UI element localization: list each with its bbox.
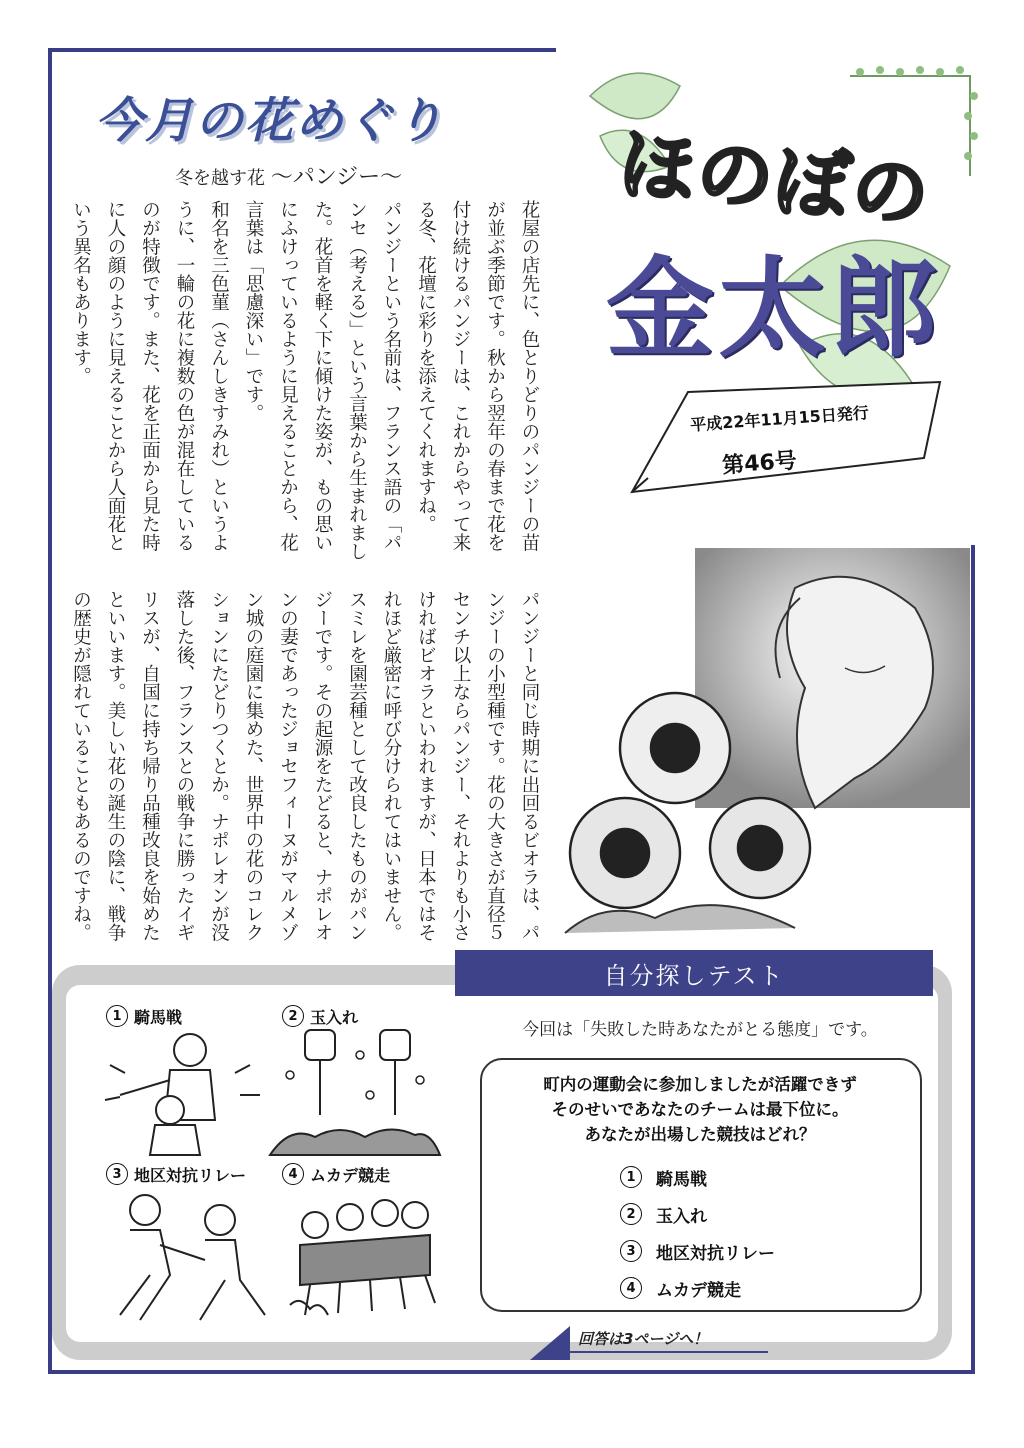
centipede-race-illustration: [280, 1185, 450, 1325]
article-text-top: [70, 200, 546, 562]
issue-date: 平成22年11月15日発行: [689, 403, 870, 435]
option-number: 3: [620, 1240, 642, 1262]
relay-race-illustration: [100, 1185, 270, 1325]
woman-with-pansies-illustration: [565, 548, 970, 933]
sport-name: 地区対抗リレー: [134, 1165, 247, 1185]
sport-number: 1: [106, 1005, 128, 1027]
option-number: 4: [620, 1277, 642, 1299]
frame-bottom-rule: [48, 1370, 974, 1374]
column-subtitle: [175, 160, 465, 190]
sport-name: 玉入れ: [310, 1007, 359, 1027]
question-line: 町内の運動会に参加しましたが活躍できず: [543, 1075, 857, 1094]
option-3[interactable]: [620, 1238, 820, 1264]
frame-right-rule: [971, 545, 975, 1374]
question-text: [500, 1072, 900, 1152]
subtitle-main: ～パンジー～: [270, 165, 403, 190]
sport-name: ムカデ競走: [310, 1165, 391, 1185]
article-text-bottom: [70, 590, 546, 950]
article-paragraph: 和名を三色菫（さんしきすみれ）というように、一輪の花に複数の色が混在しているのが特徴です。また、花を正面から見た時に人の顔のように見えることから人面花という異名もあります。: [70, 200, 230, 552]
sport-number: 3: [106, 1163, 128, 1185]
ball-toss-illustration: [270, 1025, 440, 1155]
article-paragraph: パンジーという名前は、フランス語の「パンセ（考える）」という言葉から生まれました。花首を軽く下に傾けた姿が、もの思いにふけっているように見えることから、花言葉は「思慮深い」です。: [243, 200, 402, 561]
article-paragraph: 花屋の店先に、色とりどりのパンジーの苗が並ぶ季節です。秋から翌年の春まで花を付け続けるパンジーは、これからやって来る冬、花壇に彩りを添えてくれますね。: [415, 200, 540, 552]
option-1[interactable]: [620, 1164, 820, 1190]
option-number: 2: [620, 1203, 642, 1225]
sport-name: 騎馬戦: [134, 1007, 183, 1027]
option-2[interactable]: [620, 1201, 820, 1227]
option-4[interactable]: [620, 1275, 820, 1301]
sport-number: 4: [282, 1163, 304, 1185]
option-label: ムカデ競走: [656, 1280, 741, 1301]
option-label: 地区対抗リレー: [656, 1243, 775, 1264]
question-line: そのせいであなたのチームは最下位に。: [551, 1100, 849, 1119]
self-test-lead: 今回は「失敗した時あなたがとる態度」です。: [522, 1020, 878, 1040]
masthead-title-line2: 金太郎: [606, 247, 943, 372]
issue-number: 第46号: [721, 448, 798, 479]
article-paragraph: スミレを園芸種として改良したものがパンジーです。その起源をたどると、ナポレオンの妻であったジョセフィーヌがマルメゾン城の庭園に集めた、世界中の花のコレクションにたどりつくとか。ナポレオンが没落した後、フランスとの戦争に勝ったイギリスが、自国に持ち帰り品種改良を始めたといいます。美しい花の誕生の陰に、戦争の歴史が隠れていることもあるのですね。: [70, 590, 368, 942]
option-label: 騎馬戦: [656, 1169, 707, 1190]
sport-number: 2: [282, 1005, 304, 1027]
column-title: 今月の花めぐり: [95, 93, 446, 149]
masthead-title-line1: ほのぼの: [615, 118, 935, 241]
option-number: 1: [620, 1166, 642, 1188]
subtitle-prefix: 冬を越す花: [175, 168, 265, 189]
option-label: 玉入れ: [656, 1206, 707, 1227]
article-paragraph: パンジーと同じ時期に出回るビオラは、パンジーの小型種です。花の大きさが直径５センチ以上ならパンジー、それよりも小さければビオラといわれますが、日本ではそれほど厳密に呼び分けられてはいません。: [381, 590, 540, 942]
answer-note: 回答は3ページへ！: [578, 1330, 709, 1348]
question-line: あなたが出場した競技はどれ？: [584, 1125, 816, 1144]
sport-label-4: [282, 1162, 432, 1186]
self-test-heading: 自分探しテスト: [455, 950, 933, 996]
cavalry-battle-illustration: [100, 1025, 270, 1155]
frame-top-rule: [48, 48, 556, 52]
sport-label-3: [106, 1162, 276, 1186]
